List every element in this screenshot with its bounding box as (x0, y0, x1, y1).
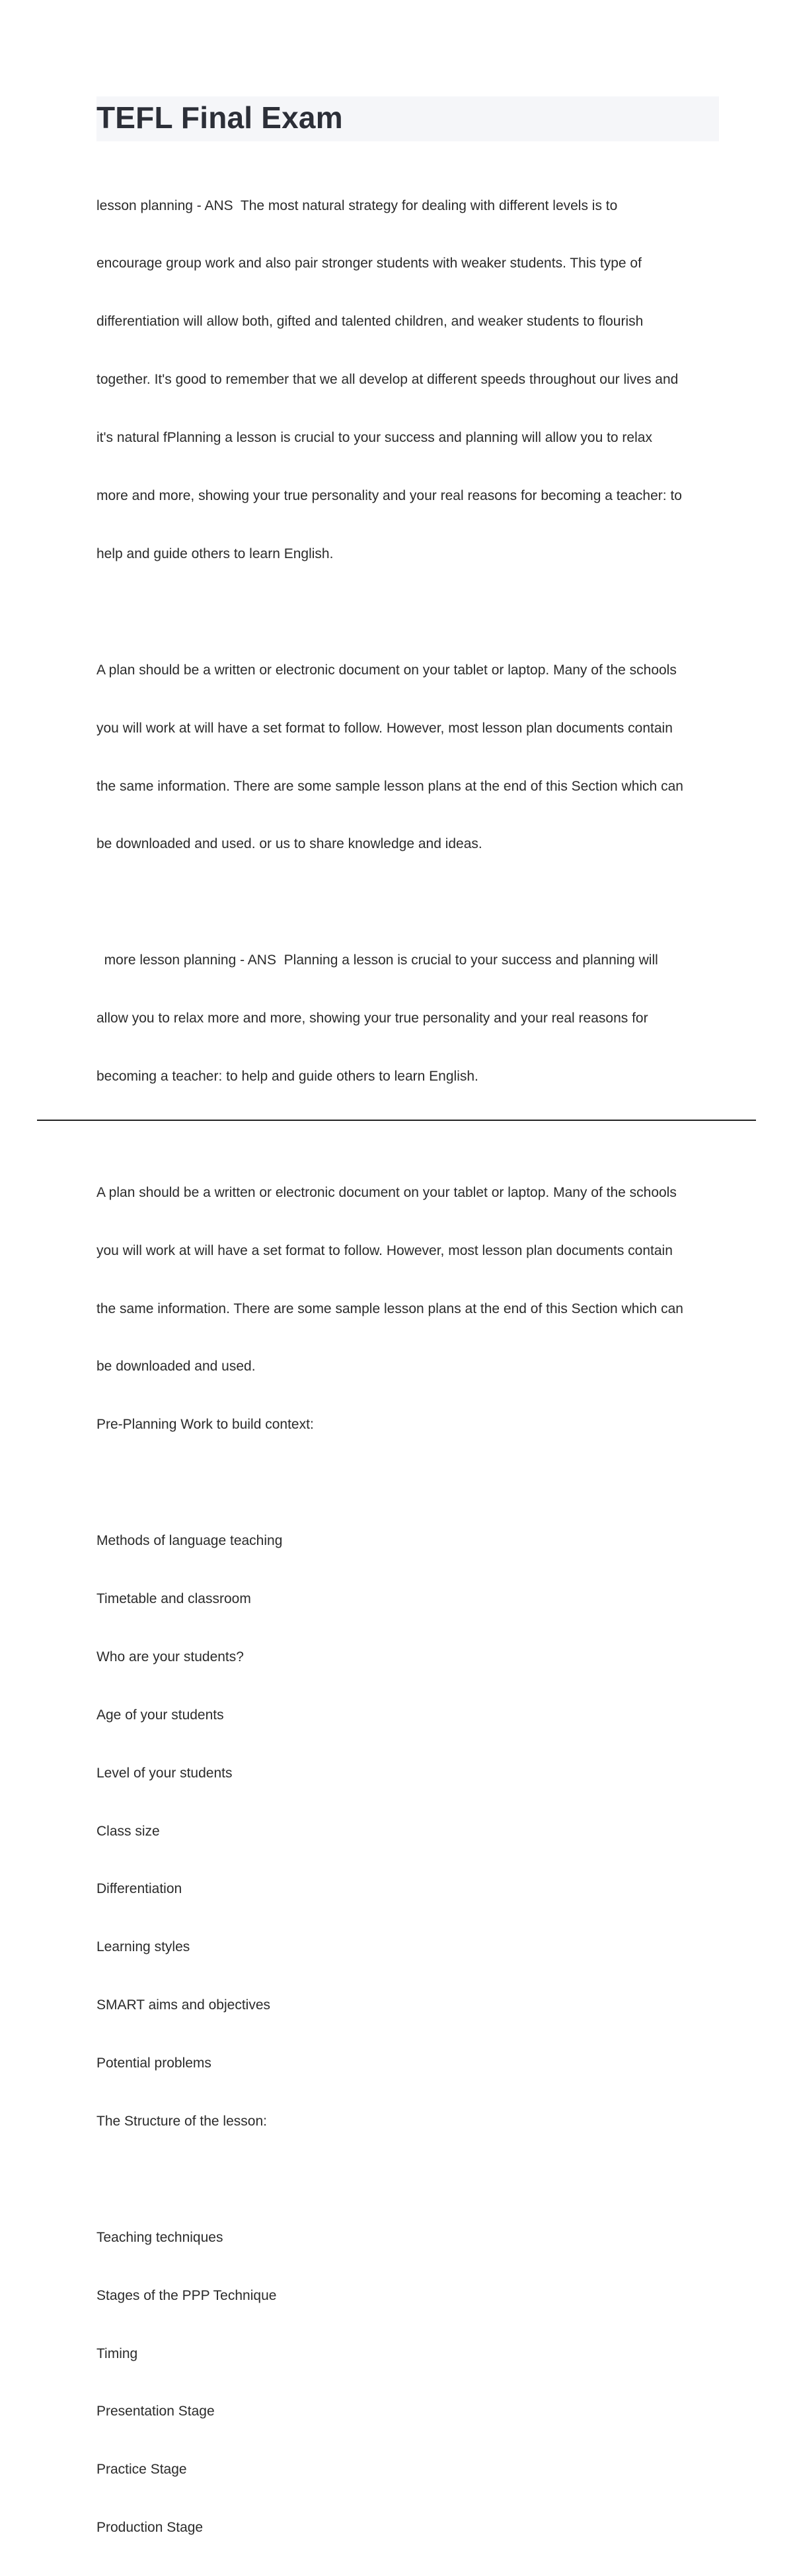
text-line: Pre-Planning Work to build context: (96, 1417, 314, 1433)
list-item: Production Stage (96, 2520, 204, 2536)
paragraph-gap (96, 2170, 724, 2189)
list-item: Timetable and classroom (96, 1591, 251, 1606)
text-line: becoming a teacher: to help and guide others to learn English. (96, 1068, 478, 1084)
list-lesson-structure (96, 2189, 724, 2576)
list-item: Potential problems (96, 2056, 211, 2071)
list-item: Teaching techniques (96, 2229, 223, 2245)
list-item: Age of your students (96, 1707, 224, 1723)
list-item: Stages of the PPP Technique (96, 2287, 277, 2303)
paragraph-gap (96, 602, 724, 622)
document-body (96, 157, 724, 2576)
text-line: A plan should be a written or electronic document on your tablet or laptop. Many of the schools (96, 1184, 677, 1200)
text-line: more lesson planning - ANS Planning a lesson is crucial to your success and planning will (96, 952, 658, 968)
text-line: the same information. There are some sample lesson plans at the end of this Section which can (96, 778, 683, 794)
paragraph-gap (96, 1125, 724, 1144)
text-line: encourage group work and also pair stronger students with weaker students. This type of (96, 256, 642, 271)
paragraph-more-lesson-planning (96, 912, 724, 1125)
text-line: together. It's good to remember that we all develop at different speeds throughout our lives and (96, 372, 679, 388)
title-bar (96, 96, 719, 141)
list-item: Presentation Stage (96, 2404, 215, 2419)
list-item: Who are your students? (96, 1649, 244, 1664)
page-title: TEFL Final Exam (96, 100, 343, 135)
text-line: be downloaded and used. (96, 1359, 256, 1375)
paragraph-gap (96, 892, 724, 912)
text-line: lesson planning - ANS The most natural strategy for dealing with different levels is to (96, 197, 618, 213)
paragraph-lesson-planning (96, 157, 724, 602)
list-item: SMART aims and objectives (96, 1997, 271, 2013)
list-item: Timing (96, 2345, 138, 2361)
list-item: Methods of language teaching (96, 1533, 283, 1549)
paragraph-plan-format-repeat (96, 1144, 724, 1473)
text-line: differentiation will allow both, gifted and talented children, and weaker students to flourish (96, 314, 644, 330)
text-line: it's natural fPlanning a lesson is crucial to your success and planning will allow you to relax (96, 430, 652, 446)
text-line: the same information. There are some sample lesson plans at the end of this Section which can (96, 1301, 683, 1316)
list-item: Practice Stage (96, 2462, 187, 2478)
list-pre-planning (96, 1492, 724, 2169)
text-line: you will work at will have a set format to follow. However, most lesson plan documents contain (96, 720, 673, 736)
list-item: Level of your students (96, 1765, 233, 1781)
text-line: A plan should be a written or electronic document on your tablet or laptop. Many of the schools (96, 662, 677, 678)
text-line: be downloaded and used. or us to share knowledge and ideas. (96, 836, 482, 852)
list-item: Class size (96, 1823, 160, 1839)
list-item: Differentiation (96, 1881, 182, 1897)
paragraph-gap (96, 1473, 724, 1492)
text-line: help and guide others to learn English. (96, 546, 334, 561)
list-item: Learning styles (96, 1939, 190, 1955)
list-item: The Structure of the lesson: (96, 2113, 267, 2129)
text-line: more and more, showing your true personality and your real reasons for becoming a teacher: to (96, 488, 682, 504)
paragraph-plan-format (96, 622, 724, 892)
page-divider (37, 1120, 756, 1121)
text-line: allow you to relax more and more, showing your true personality and your real reasons for (96, 1011, 648, 1026)
text-line: you will work at will have a set format to follow. However, most lesson plan documents contain (96, 1242, 673, 1258)
